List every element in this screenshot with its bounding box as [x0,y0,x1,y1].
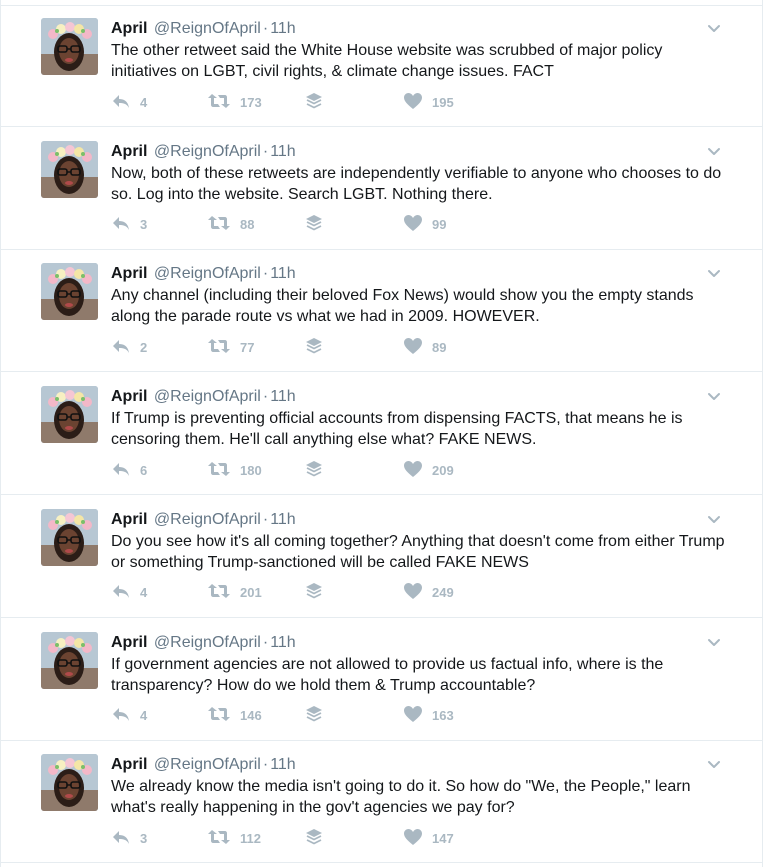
retweet-count: 201 [240,585,262,601]
tweet-actions [111,705,511,727]
avatar[interactable] [41,632,98,689]
retweet-button[interactable] [207,705,262,727]
tweet-timestamp[interactable]: 11h [270,142,296,160]
tweet-header [111,633,296,653]
tweet-text: If Trump is preventing official accounts from dispensing FACTS, that means he is censoring them. He'll call anything else what? FAKE NEWS. [111,410,683,449]
tweet[interactable] [1,373,762,495]
avatar[interactable] [41,754,98,811]
retweet-count: 180 [240,462,262,478]
like-button[interactable] [403,582,454,604]
stack-icon [305,582,323,603]
like-count: 99 [432,217,447,233]
like-count: 89 [432,339,447,355]
separator-dot: · [262,142,269,160]
tweet[interactable] [1,250,762,372]
avatar[interactable] [41,18,98,75]
separator-dot: · [262,633,269,651]
reply-icon [111,583,131,602]
retweet-count: 173 [240,94,262,110]
tweet-text: Do you see how it's all coming together? Anything that doesn't come from either Trump or something Trump-sanctioned will be called FAKE NEWS [111,532,725,571]
avatar[interactable] [41,509,98,566]
author-handle[interactable]: @ReignOfApril [153,20,261,37]
tweet-actions [111,459,511,481]
tweet-header [111,264,296,284]
reply-button[interactable] [111,91,147,113]
tweet[interactable] [1,741,762,863]
stack-button[interactable] [305,91,323,113]
retweet-count: 77 [240,339,255,355]
retweet-button[interactable] [207,336,254,358]
chevron-down-icon[interactable] [706,511,722,527]
reply-count: 4 [140,708,148,723]
retweet-count: 112 [240,830,261,846]
heart-icon [403,705,423,726]
heart-icon [403,337,423,358]
chevron-down-icon[interactable] [706,265,722,281]
stack-icon [305,92,323,113]
chevron-down-icon[interactable] [706,20,722,36]
reply-icon [111,829,131,848]
retweet-count: 88 [240,217,255,233]
retweet-icon [207,829,231,848]
tweet-timestamp[interactable]: 11h [270,633,296,651]
tweet[interactable] [1,128,762,250]
author-handle[interactable]: @ReignOfApril [153,265,261,283]
reply-button[interactable] [111,827,147,849]
heart-icon [403,582,423,603]
tweet-actions [111,582,511,604]
like-button[interactable] [403,91,454,113]
tweet-timestamp[interactable]: 11h [270,265,296,283]
reply-icon [111,461,131,480]
retweet-icon [207,461,231,480]
tweet-header [111,142,296,162]
stack-icon [305,337,323,358]
reply-button[interactable] [111,336,147,358]
retweet-icon [207,215,231,234]
tweet[interactable] [1,5,762,127]
tweet-actions [111,91,511,113]
tweet-timestamp[interactable]: 11h [270,20,296,37]
stack-icon [305,705,323,726]
retweet-button[interactable] [207,582,262,604]
tweet-text: If government agencies are not allowed to provide us factual info, where is the transparency? How do we hold them & Trump accountable? [111,655,664,694]
like-count: 147 [432,830,454,846]
retweet-icon [207,93,231,112]
author-name[interactable]: April [111,756,148,774]
reply-count: 4 [140,94,148,110]
stack-icon [305,828,323,849]
separator-dot: · [262,510,269,528]
reply-button[interactable] [111,214,147,236]
stack-icon [305,460,323,481]
like-count: 195 [432,94,454,110]
author-name[interactable]: April [111,510,148,528]
author-handle[interactable]: @ReignOfApril [153,388,261,406]
stack-icon [305,214,323,235]
tweet-header [111,387,296,407]
avatar[interactable] [41,263,98,320]
tweet-header [111,755,296,775]
reply-button[interactable] [111,459,147,481]
tweet[interactable] [1,619,762,741]
heart-icon [403,828,423,849]
separator-dot: · [262,756,269,774]
tweet[interactable] [1,496,762,618]
retweet-icon [207,706,231,725]
retweet-icon [207,338,231,357]
tweet-actions [111,827,511,849]
like-count: 163 [432,708,454,723]
reply-icon [111,338,131,357]
stack-button[interactable] [305,336,323,358]
author-name[interactable]: April [111,20,148,37]
chevron-down-icon[interactable] [706,388,722,404]
stack-button[interactable] [305,827,323,849]
tweet-text: Now, both of these retweets are independently verifiable to anyone who chooses to do so. Log into the website. Search LGBT. Nothing there. [111,164,722,203]
stack-button[interactable] [305,459,323,481]
tweet-actions [111,214,511,236]
tweet-text: We already know the media isn't going to do it. So how do "We, the People," learn what's really happening in the gov't agencies we pay for? [111,778,691,817]
reply-button[interactable] [111,582,147,604]
heart-icon [403,92,423,113]
like-button[interactable] [403,705,454,727]
author-handle[interactable]: @ReignOfApril [153,756,261,774]
stack-button[interactable] [305,214,323,236]
tweet-header [111,19,296,39]
tweet-timestamp[interactable]: 11h [270,388,296,406]
like-button[interactable] [403,214,446,236]
retweet-button[interactable] [207,459,262,481]
chevron-down-icon[interactable] [706,634,722,650]
author-name[interactable]: April [111,142,148,160]
author-handle[interactable]: @ReignOfApril [153,142,261,160]
reply-count: 2 [140,339,148,355]
tweet-actions [111,336,511,358]
tweet-timestamp[interactable]: 11h [270,510,296,528]
stack-button[interactable] [305,582,323,604]
tweet-timestamp[interactable]: 11h [270,756,296,774]
reply-count: 6 [140,462,148,478]
tweet-text: The other retweet said the White House website was scrubbed of major policy initiatives on LGBT, civil rights, & climate change issues. FACT [111,42,663,80]
heart-icon [403,214,423,235]
separator-dot: · [262,20,269,37]
separator-dot: · [262,265,269,283]
author-name[interactable]: April [111,633,148,651]
reply-icon [111,93,131,112]
avatar[interactable] [41,141,98,198]
like-count: 249 [432,585,454,601]
retweet-count: 146 [240,708,262,723]
reply-count: 3 [140,830,148,846]
author-handle[interactable]: @ReignOfApril [153,633,261,651]
reply-icon [111,215,131,234]
chevron-down-icon[interactable] [706,143,722,159]
retweet-button[interactable] [207,827,261,849]
chevron-down-icon[interactable] [706,756,722,772]
retweet-button[interactable] [207,91,262,113]
retweet-button[interactable] [207,214,254,236]
reply-icon [111,706,131,725]
heart-icon [403,460,423,481]
like-count: 209 [432,462,454,478]
reply-count: 3 [140,217,148,233]
reply-button[interactable] [111,705,147,727]
tweet-header [111,510,296,530]
stack-button[interactable] [305,705,323,727]
like-button[interactable] [403,827,454,849]
author-name[interactable]: April [111,265,148,283]
tweet-text: Any channel (including their beloved Fox News) would show you the empty stands along the parade route vs what we had in 2009. HOWEVER. [111,287,694,326]
author-handle[interactable]: @ReignOfApril [153,510,261,528]
reply-count: 4 [140,585,148,601]
avatar[interactable] [41,386,98,443]
like-button[interactable] [403,336,446,358]
like-button[interactable] [403,459,454,481]
separator-dot: · [262,388,269,406]
author-name[interactable]: April [111,388,148,406]
retweet-icon [207,583,231,602]
